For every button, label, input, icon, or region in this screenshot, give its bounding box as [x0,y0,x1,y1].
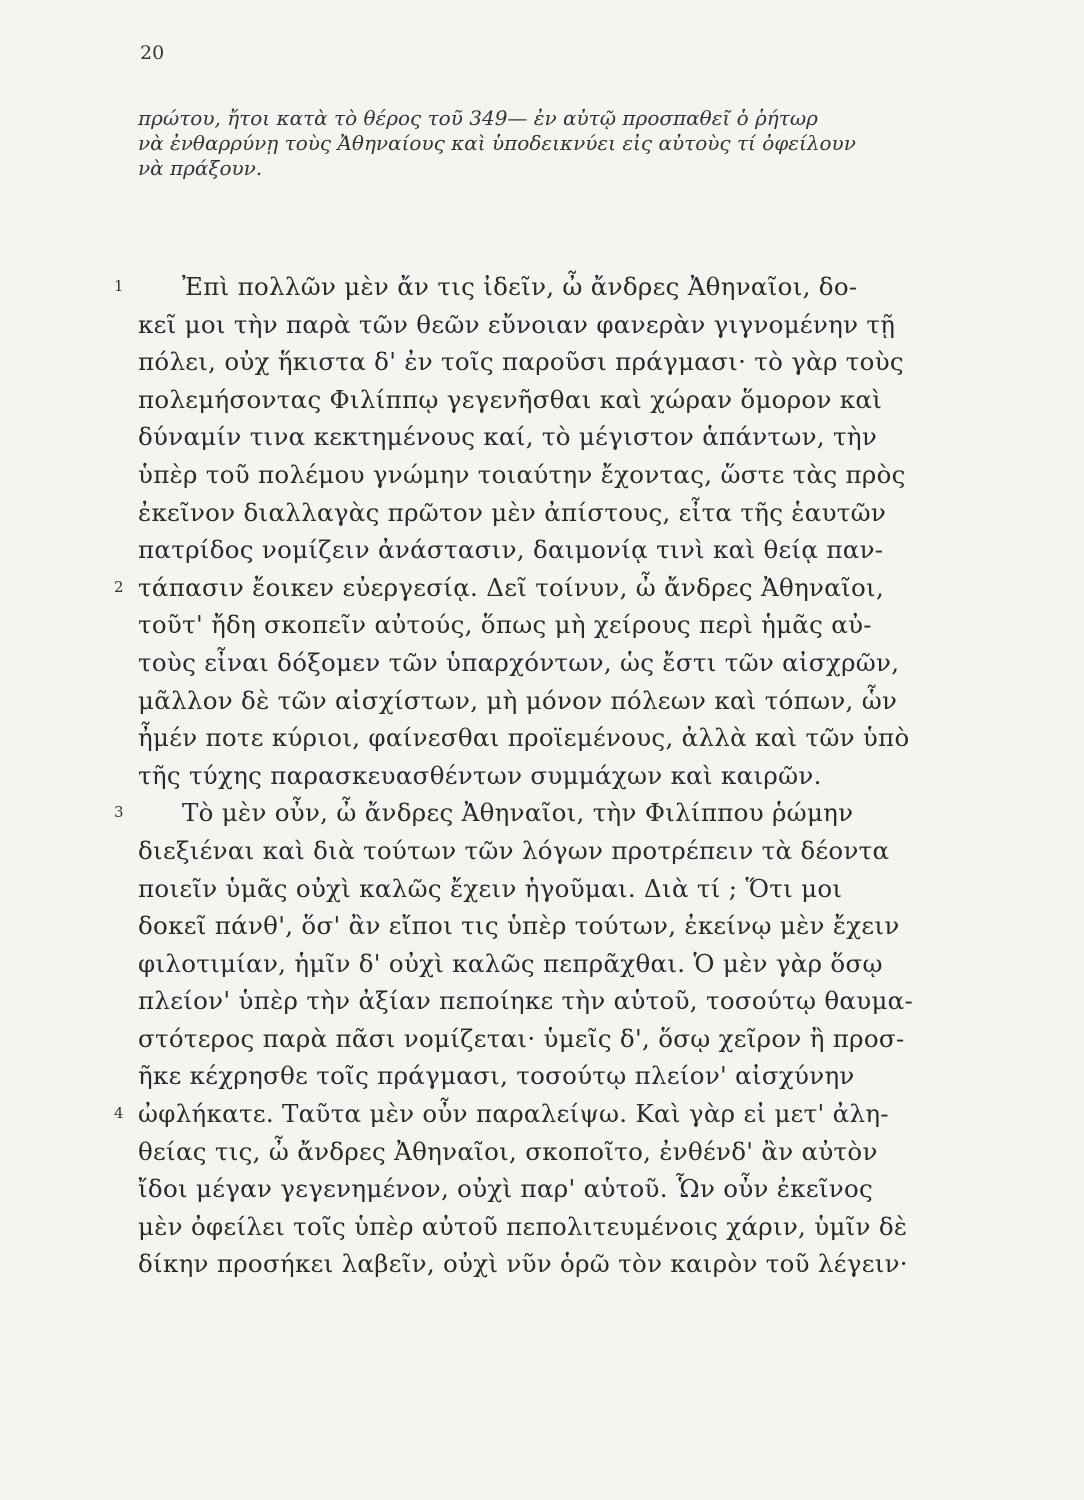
speech-text [114,268,998,1283]
line-text: στότερος παρὰ πᾶσι νομίζεται· ὑμεῖς δ', ὅσῳ χεῖρον ἢ προσ- [138,1023,905,1053]
text-line [138,1020,998,1058]
line-text: κεῖ μοι τὴν παρὰ τῶν θεῶν εὔνοιαν φανερὰν γιγνομένην τῇ [138,309,896,339]
line-text: ἴδοι μέγαν γεγενημένον, οὐχὶ παρ' αὑτοῦ. Ὧν οὖν ἐκεῖνος [138,1174,874,1204]
line-text: ποιεῖν ὑμᾶς οὐχὶ καλῶς ἔχειν ἡγοῦμαι. Διὰ τί ; Ὅτι μοι [138,873,843,903]
text-line [114,794,998,832]
text-line [138,418,998,456]
line-text: μὲν ὀφείλει τοῖς ὑπὲρ αὐτοῦ πεπολιτευμένοις χάριν, ὑμῖν δὲ [138,1211,908,1241]
line-text: δίκην προσήκει λαβεῖν, οὐχὶ νῦν ὁρῶ τὸν καιρὸν τοῦ λέγειν· [138,1249,908,1279]
line-text: τοῦτ' ἤδη σκοπεῖν αὐτούς, ὅπως μὴ χείρους περὶ ἡμᾶς αὐ- [138,610,872,640]
line-text: φιλοτιμίαν, ἡμῖν δ' οὐχὶ καλῶς πεπρᾶχθαι. Ὁ μὲν γὰρ ὅσῳ [138,948,883,978]
line-text: δοκεῖ πάνθ', ὅσ' ἂν εἴποι τις ὑπὲρ τούτων, ἐκείνῳ μὲν ἔχειν [138,911,900,941]
text-line [138,907,998,945]
line-text: πατρίδος νομίζειν ἀνάστασιν, δαιμονίᾳ τινὶ καὶ θείᾳ παν- [138,535,884,565]
section-number: 1 [114,277,124,295]
intro-line: πρώτου, ἤτοι κατὰ τὸ θέρος τοῦ 349— ἐν αὐτῷ προσπαθεῖ ὁ ῥήτωρ [138,106,818,130]
line-text: τοὺς εἶναι δόξομεν τῶν ὑπαρχόντων, ὡς ἔστι τῶν αἰσχρῶν, [138,647,900,677]
text-line [138,494,998,532]
text-line [138,1057,998,1095]
text-line [138,456,998,494]
introductory-note [138,106,998,181]
line-text: Τὸ μὲν οὖν, ὦ ἄνδρες Ἀθηναῖοι, τὴν Φιλίππου ῥώμην [182,798,854,828]
line-text: διεξιέναι καὶ διὰ τούτων τῶν λόγων προτρέπειν τὰ δέοντα [138,835,890,865]
intro-line: νὰ ἐνθαρρύνῃ τοὺς Ἀθηναίους καὶ ὑποδεικνύει εἰς αὐτοὺς τί ὀφείλουν [138,131,856,155]
section-number: 4 [114,1104,124,1123]
line-text: Ἐπὶ πολλῶν μὲν ἄν τις ἰδεῖν, ὦ ἄνδρες Ἀθηναῖοι, δο- [182,272,858,301]
text-line [138,306,998,344]
section-number: 3 [114,803,124,822]
line-text: τάπασιν ἔοικεν εὐεργεσίᾳ. Δεῖ τοίνυν, ὦ ἄνδρες Ἀθηναῖοι, [138,572,885,602]
text-line [138,1208,998,1246]
text-line [138,982,998,1020]
text-line [138,1170,998,1208]
line-text: πολεμήσοντας Φιλίππῳ γεγενῆσθαι καὶ χώραν ὅμορον καὶ [138,384,883,414]
line-text: ἐκεῖνον διαλλαγὰς πρῶτον μὲν ἀπίστους, εἶτα τῆς ἑαυτῶν [138,497,887,527]
text-line [138,531,998,569]
text-line [138,644,998,682]
text-line [114,1095,998,1133]
text-line [138,343,998,381]
text-line [114,268,998,306]
text-line [138,606,998,644]
text-line [138,381,998,419]
text-line [138,945,998,983]
line-text: πλείον' ὑπὲρ τὴν ἀξίαν πεποίηκε τὴν αὑτοῦ, τοσούτῳ θαυμα- [138,986,914,1016]
line-text: μᾶλλον δὲ τῶν αἰσχίστων, μὴ μόνον πόλεων καὶ τόπων, ὧν [138,685,898,715]
text-line [138,1245,998,1283]
line-text: τῆς τύχης παρασκευασθέντων συμμάχων καὶ καιρῶν. [138,760,822,790]
text-line [138,870,998,908]
text-line [138,719,998,757]
intro-line: νὰ πράξουν. [138,156,263,180]
text-line [138,832,998,870]
text-line [138,682,998,720]
line-text: ῆκε κέχρησθε τοῖς πράγμασι, τοσούτῳ πλείον' αἰσχύνην [138,1061,855,1091]
line-text: πόλει, οὐχ ἥκιστα δ' ἐν τοῖς παροῦσι πράγμασι· τὸ γὰρ τοὺς [138,347,904,377]
line-text: ἦμέν ποτε κύριοι, φαίνεσθαι προϊεμένους, ἀλλὰ καὶ τῶν ὑπὸ [138,723,910,753]
line-text: ὠφλήκατε. Ταῦτα μὲν οὖν παραλείψω. Καὶ γὰρ εἰ μετ' ἀλη- [138,1099,889,1129]
text-line [138,757,998,795]
text-line [114,569,998,607]
section-number: 2 [114,577,124,596]
line-text: θείας τις, ὦ ἄνδρες Ἀθηναῖοι, σκοποῖτο, ἐνθένδ' ἂν αὐτὸν [138,1136,878,1166]
page-number: 20 [140,42,165,64]
line-text: δύναμίν τινα κεκτημένους καί, τὸ μέγιστον ἁπάντων, τὴν [138,422,878,452]
line-text: ὑπὲρ τοῦ πολέμου γνώμην τοιαύτην ἔχοντας, ὥστε τὰς πρὸς [138,459,906,489]
text-line [138,1133,998,1171]
